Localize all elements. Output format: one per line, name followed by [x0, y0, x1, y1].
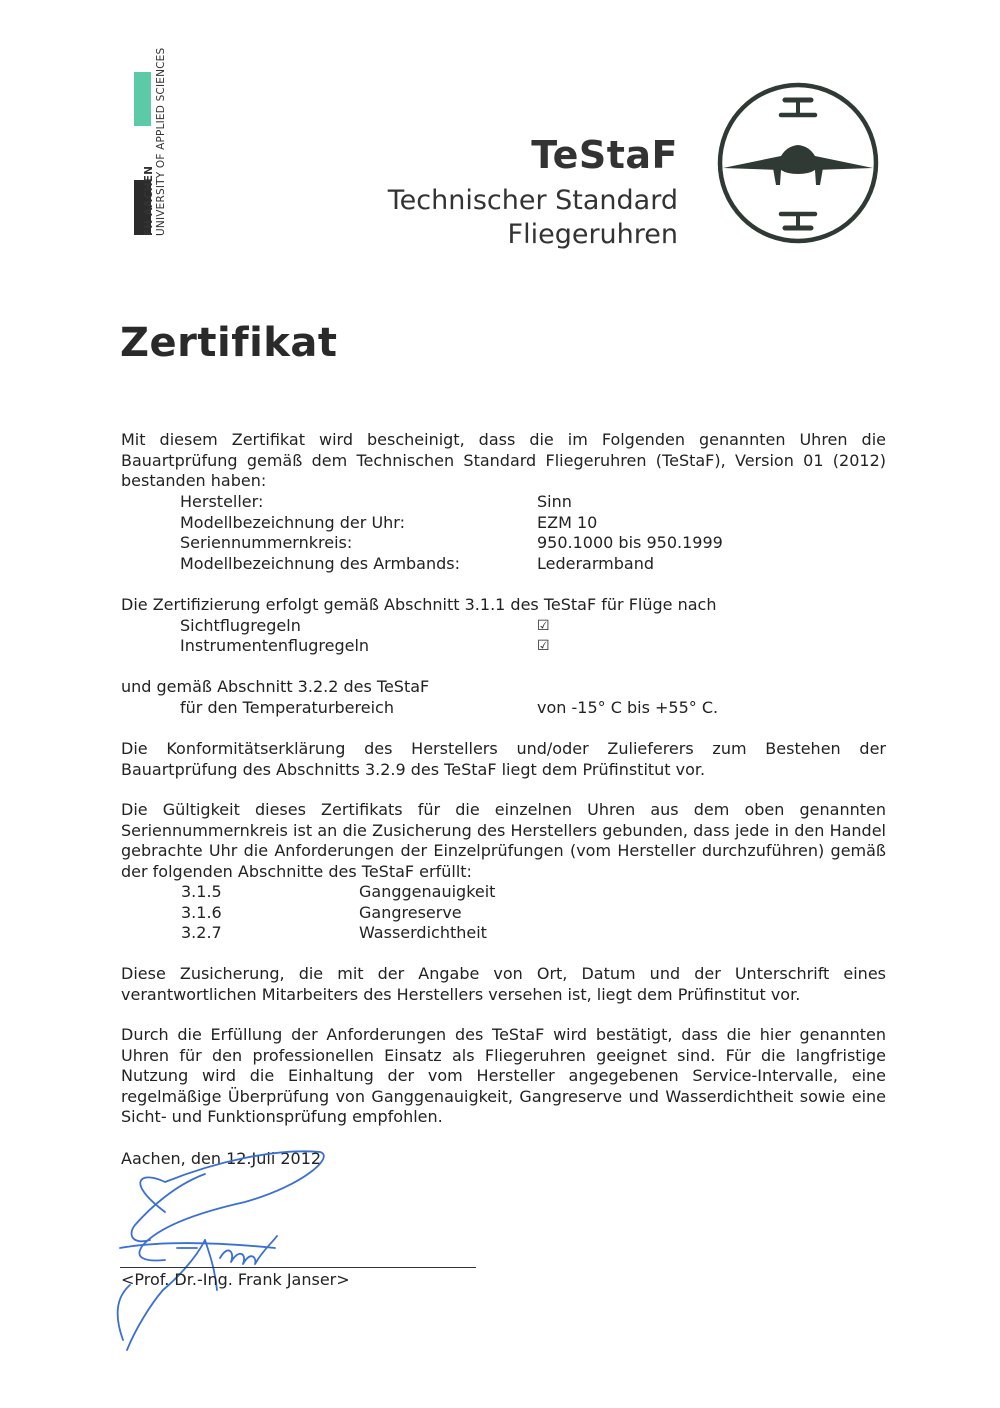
- org-full-name: [388, 184, 678, 252]
- org-full-line-2: Fliegeruhren: [507, 219, 678, 250]
- section-name-3: Wasserdichtheit: [359, 923, 487, 942]
- validity-paragraph: Die Gültigkeit dieses Zertifikats für die einzelnen Uhren aus dem oben genannten Seriennummernkreis ist an die Zusicherung des Herstellers gebunden, dass jede in den Handel gebrachte Uhr die Anforderungen der Einzelprüfungen (vom Hersteller durchzuführen) gemäß der folgenden Abschnitte des TeStaF erfüllt:: [121, 800, 886, 881]
- handwritten-signature: [105, 1140, 405, 1370]
- assurance-paragraph: Diese Zusicherung, die mit der Angabe von Ort, Datum und der Unterschrift eines verantwortlichen Mitarbeiters des Herstellers versehen ist, liegt dem Prüfinstitut vor.: [121, 964, 886, 1004]
- detail-value-model: EZM 10: [537, 513, 598, 532]
- vfr-checkbox: ☑: [537, 618, 550, 634]
- conformity-paragraph: Die Konformitätserklärung des Herstellers und/oder Zulieferers zum Bestehen der Bauartprüfung des Abschnitts 3.2.9 des TeStaF liegt dem Prüfinstitut vor.: [121, 739, 886, 779]
- section-name-2: Gangreserve: [359, 903, 462, 922]
- university-line-2: UNIVERSITY OF APPLIED SCIENCES: [155, 47, 167, 236]
- aircraft-roundel-icon: [717, 82, 879, 244]
- ifr-checkbox: ☑: [537, 638, 550, 654]
- detail-value-serial-range: 950.1000 bis 950.1999: [537, 533, 723, 552]
- flight-rule-label-vfr: Sichtflugregeln: [180, 616, 301, 635]
- temperature-label: für den Temperaturbereich: [180, 698, 394, 717]
- university-line-1: FH AACHEN: [143, 165, 155, 236]
- detail-value-manufacturer: Sinn: [537, 492, 572, 511]
- signatory-name: <Prof. Dr.-Ing. Frank Janser>: [121, 1270, 350, 1289]
- certification-text: Die Zertifizierung erfolgt gemäß Abschnitt 3.1.1 des TeStaF für Flüge nach: [121, 595, 717, 614]
- place-date: Aachen, den 12.Juli 2012: [121, 1149, 322, 1168]
- detail-value-strap: Lederarmband: [537, 554, 654, 573]
- detail-label-model: Modellbezeichnung der Uhr:: [180, 513, 405, 532]
- detail-label-serial-range: Seriennummernkreis:: [180, 533, 353, 552]
- document-title: Zertifikat: [120, 320, 338, 366]
- org-full-line-1: Technischer Standard: [387, 185, 678, 216]
- flight-rule-label-ifr: Instrumentenflugregeln: [180, 636, 370, 655]
- section-name-1: Ganggenauigkeit: [359, 882, 496, 901]
- detail-label-manufacturer: Hersteller:: [180, 492, 264, 511]
- university-name: [143, 48, 167, 236]
- section-number-2: 3.1.6: [181, 903, 222, 922]
- detail-label-strap: Modellbezeichnung des Armbands:: [180, 554, 461, 573]
- section-number-1: 3.1.5: [181, 882, 222, 901]
- intro-paragraph: Mit diesem Zertifikat wird bescheinigt, dass die im Folgenden genannten Uhren die Bauartprüfung gemäß dem Technischen Standard Fliegeruhren (TeStaF), Version 01 (2012) bestanden haben:: [121, 430, 886, 491]
- section-number-3: 3.2.7: [181, 923, 222, 942]
- temperature-section-text: und gemäß Abschnitt 3.2.2 des TeStaF: [121, 677, 430, 696]
- signature-line: [120, 1267, 476, 1268]
- org-short-name: TeStaF: [531, 133, 678, 177]
- temperature-range: von -15° C bis +55° C.: [537, 698, 719, 717]
- closing-paragraph: Durch die Erfüllung der Anforderungen des TeStaF wird bestätigt, dass die hier genannten Uhren für den professionellen Einsatz als Fliegeruhren geeignet sind. Für die langfristige Nutzung wird die Einhaltung der vom Hersteller angegebenen Service-Intervalle, eine regelmäßige Überprüfung von Ganggenauigkeit, Gangreserve und Wasserdichtheit sowie eine Sicht- und Funktionsprüfung empfohlen.: [121, 1025, 886, 1127]
